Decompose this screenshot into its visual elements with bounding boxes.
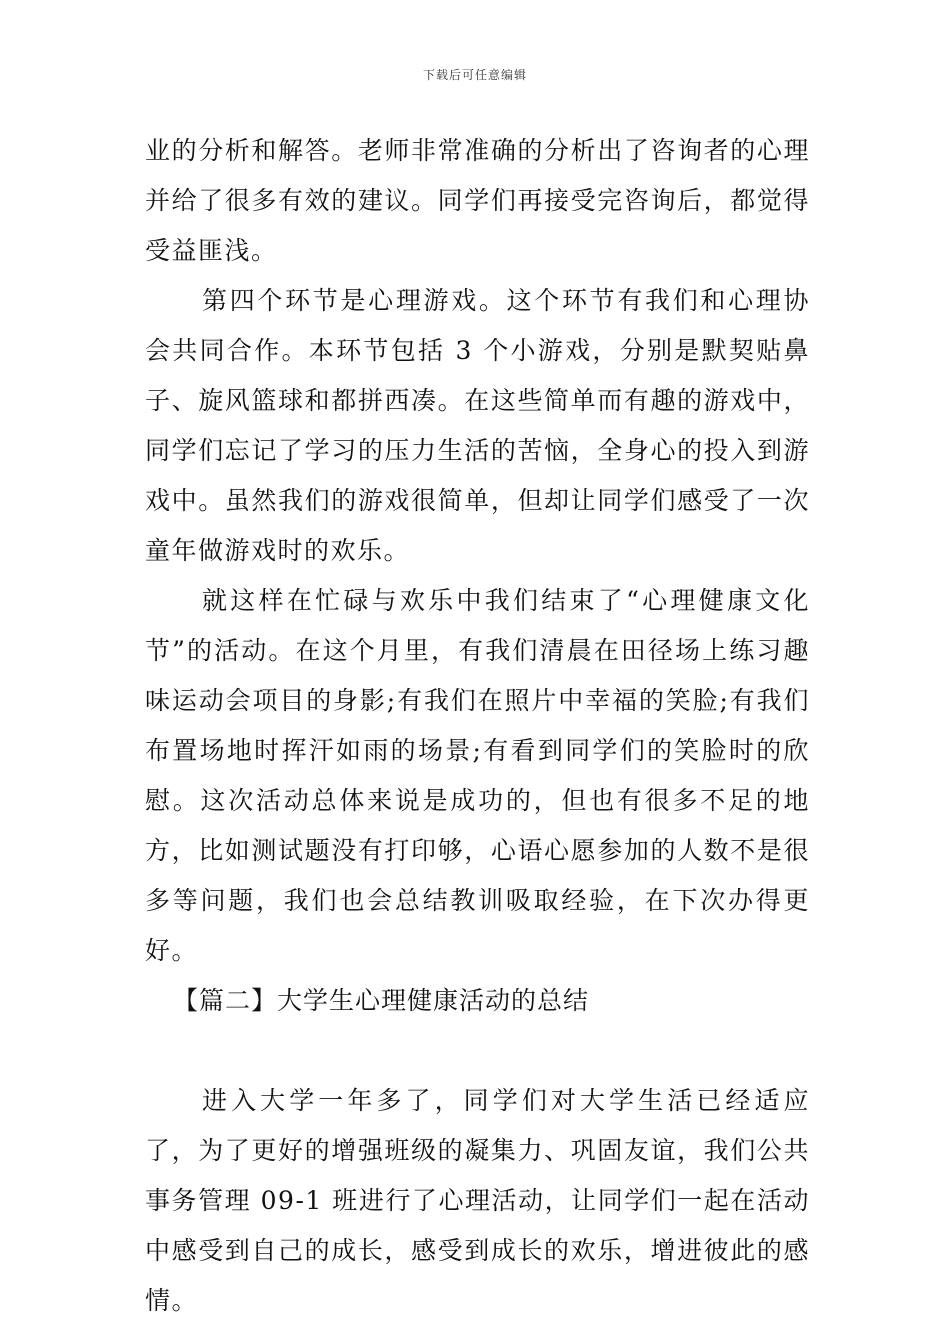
section-spacer	[145, 1026, 810, 1076]
section-title: 【篇二】大学生心理健康活动的总结	[173, 986, 590, 1015]
paragraph-activity-conclusion: 就这样在忙碌与欢乐中我们结束了“心理健康文化节”的活动。在这个月里，有我们清晨在田径场上练习趣味运动会项目的身影;有我们在照片中幸福的笑脸;有我们布置场地时挥汗如雨的场景;有看到同学们的笑脸时的欣慰。这次活动总体来说是成功的，但也有很多不足的地方，比如测试题没有打印够，心语心愿参加的人数不是很多等问题，我们也会总结教训吸取经验，在下次办得更好。	[145, 586, 810, 965]
paragraph-introduction: 进入大学一年多了，同学们对大学生活已经适应了，为了更好的增强班级的凝集力、巩固友谊，我们公共事务管理 09-1 班进行了心理活动，让同学们一起在活动中感受到自己的成长，感受到成长的欢乐，增进彼此的感情。	[145, 1086, 810, 1315]
paragraph-psychological-games: 第四个环节是心理游戏。这个环节有我们和心理协会共同合作。本环节包括 3 个小游戏，分别是默契贴鼻子、旋风篮球和都拼西凑。在这些简单而有趣的游戏中，同学们忘记了学习的压力生活的苦恼，全身心的投入到游戏中。虽然我们的游戏很简单，但却让同学们感受了一次童年做游戏时的欢乐。	[145, 286, 810, 565]
page-header-note: 下载后可任意编辑	[422, 68, 527, 82]
document-body	[145, 126, 810, 1326]
paragraph-continuation: 业的分析和解答。老师非常准确的分析出了咨询者的心理并给了很多有效的建议。同学们再接受完咨询后，都觉得受益匪浅。	[145, 136, 810, 265]
